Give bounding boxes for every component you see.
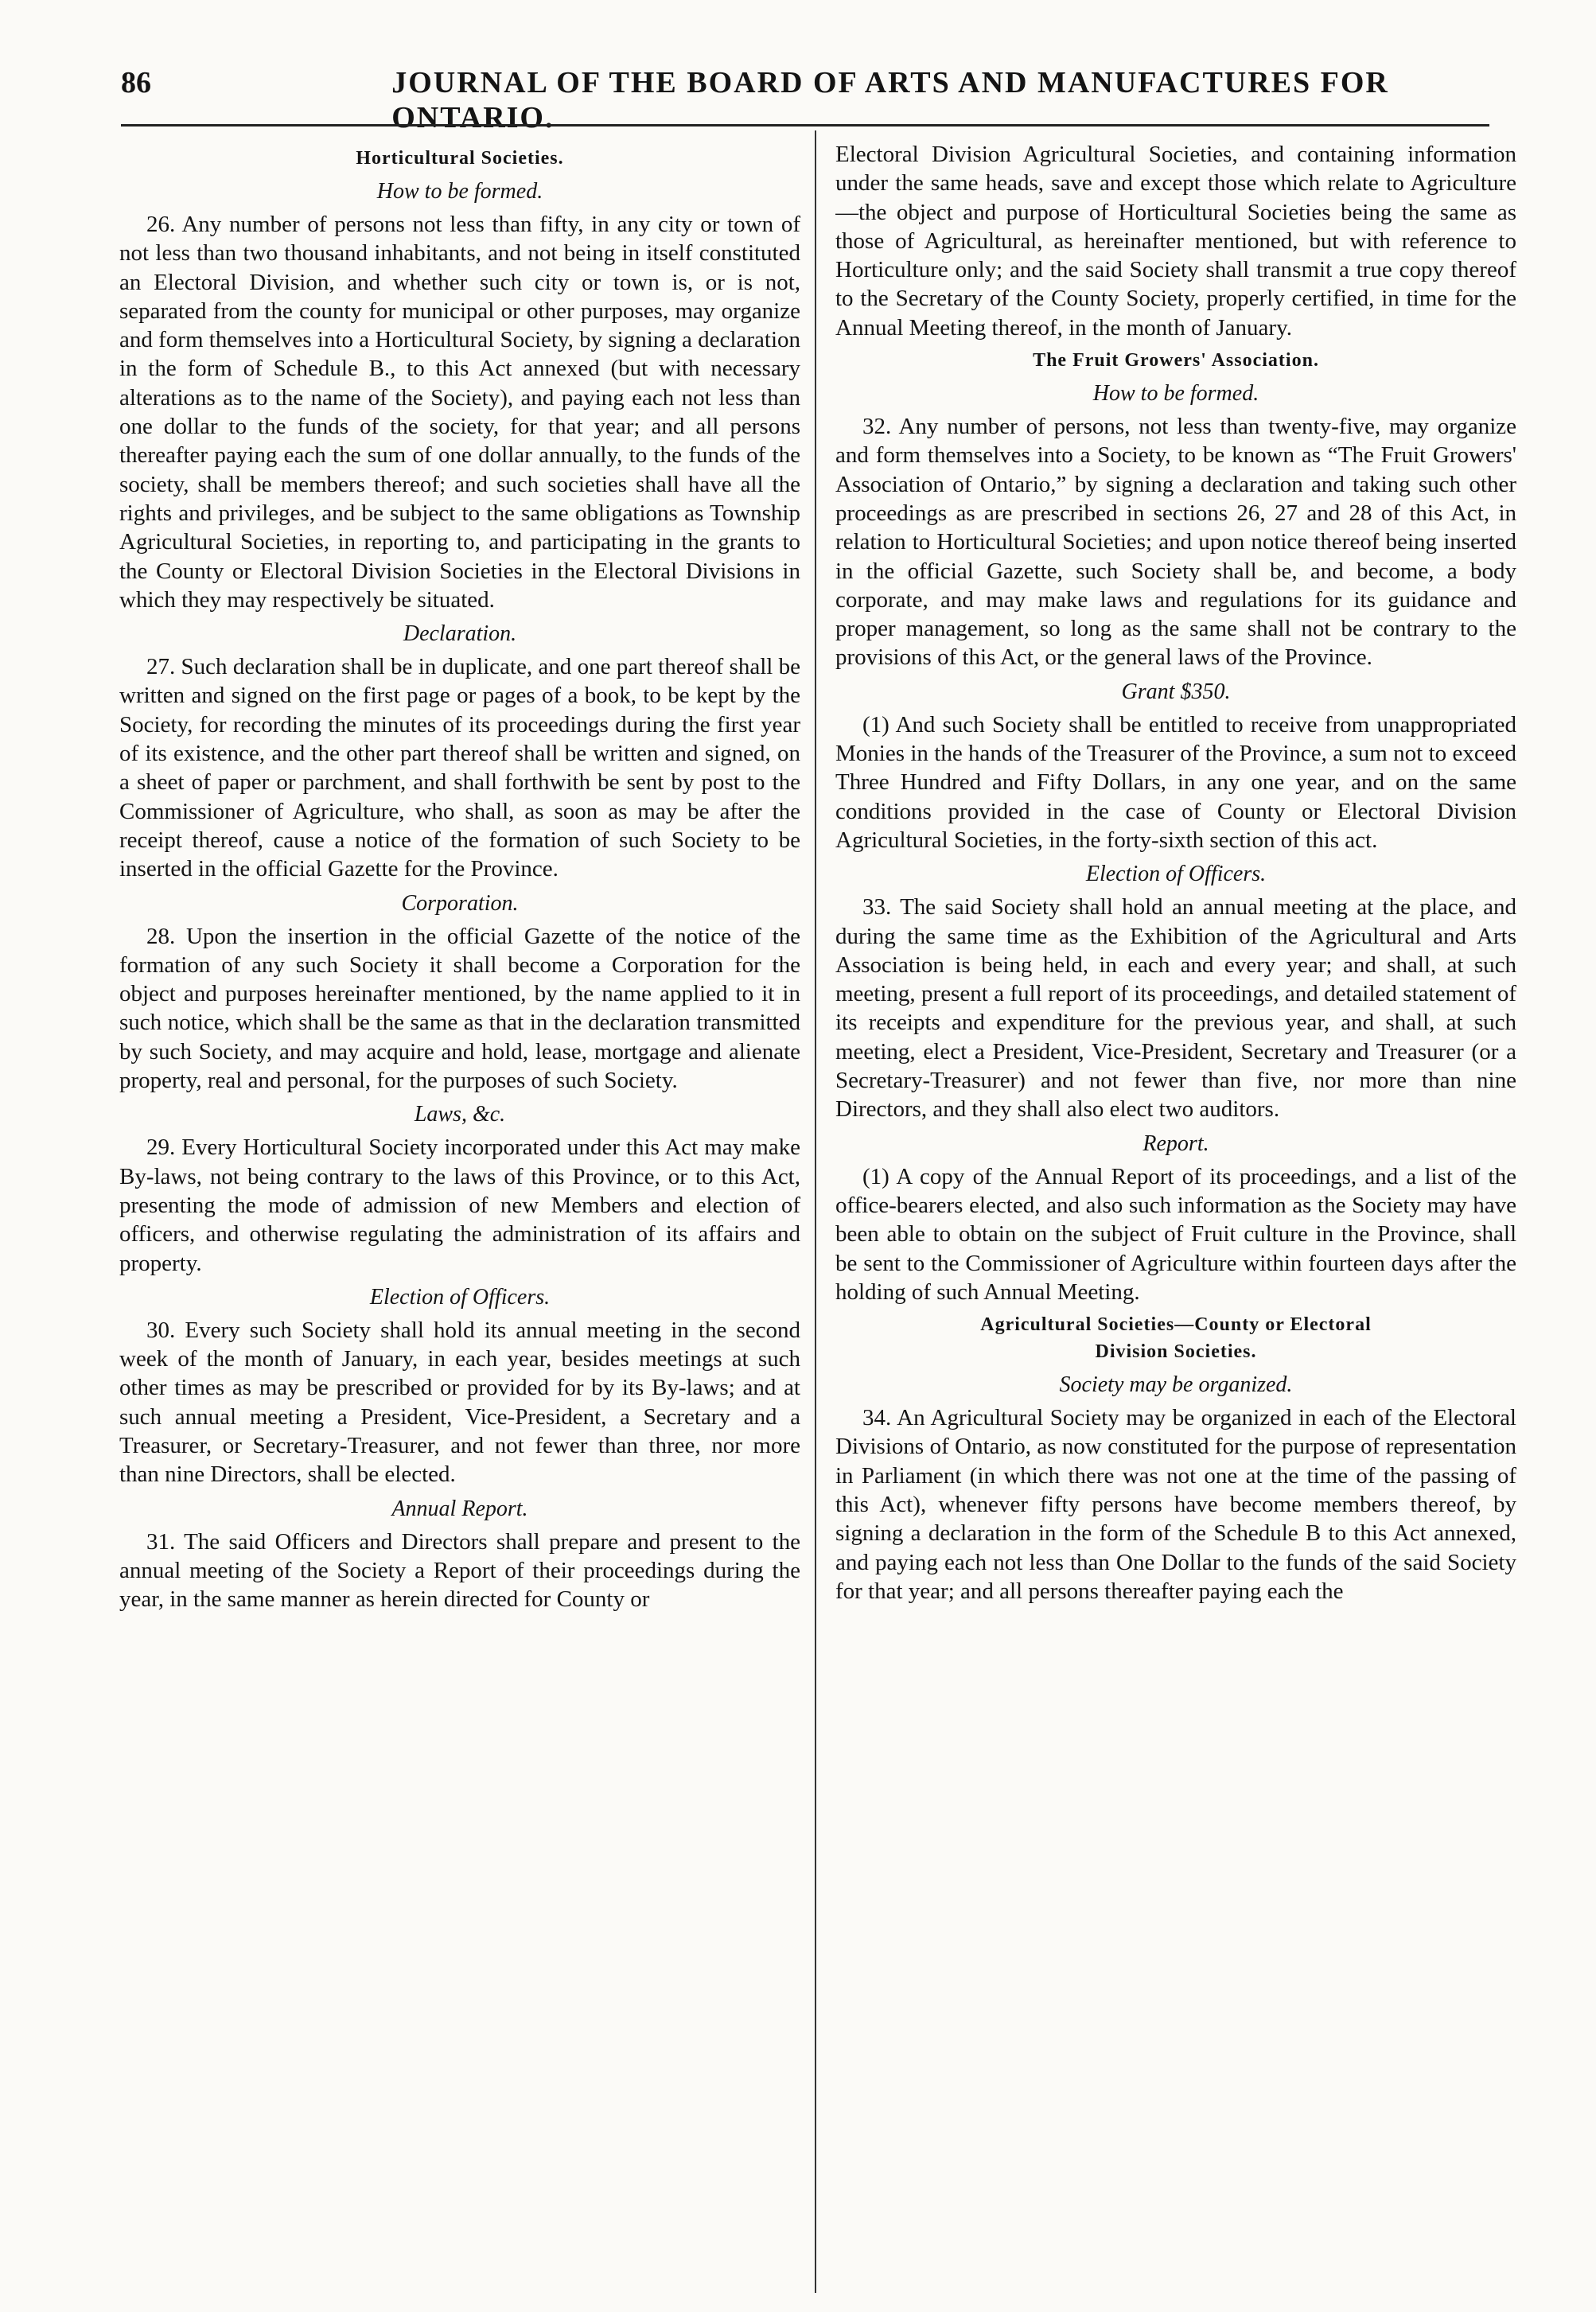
section-heading-horticultural: Horticultural Societies. xyxy=(356,148,564,169)
subheading-grant: Grant $350. xyxy=(1121,679,1231,704)
column-divider xyxy=(815,130,816,2293)
paragraph-27: 27. Such declaration shall be in duplicate, and one part thereof shall be written and signed on the first page or pages of a book, to be kept by the Society, for recording the minutes of its proceedings during the first year of its existence, and the other part thereof shall be written and signed, on a sheet of paper or parchment, and shall forthwith be sent by post to the Commissioner of Agriculture, who shall, as soon as may be after the receipt thereof, cause a notice of the formation of such Society to be inserted in the official Gazette for the Province. xyxy=(119,654,800,882)
paragraph-28: 28. Upon the insertion in the official Gazette of the notice of the formation of any such Society it shall become a Corporation for the object and purposes hereinafter mentioned, by the name applied to it in such notice, which shall be the same as that in the declaration transmitted by such Society, and may acquire and hold, lease, mortgage and alienate property, real and personal, for the purposes of such Society. xyxy=(119,923,800,1094)
header-rule xyxy=(121,124,1489,126)
running-title: JOURNAL OF THE BOARD OF ARTS AND MANUFACTURES FOR ONTARIO. xyxy=(391,66,1389,134)
paragraph-33-1: (1) A copy of the Annual Report of its proceedings, and a list of the office-bearers elected, and also such information as the Society may have been able to obtain on the subject of Fruit culture in the Province, shall be sent to the Commissioner of Agriculture within fourteen days after the holding of such Annual Meeting. xyxy=(835,1163,1516,1305)
paragraph-26: 26. Any number of persons not less than fifty, in any city or town of not less than two thousand inhabitants, and not being in itself constituted an Electoral Division, and whether such city or town is, or is not, separated from the county for municipal or other purposes, may organize and form themselves into a Horticultural Society, by signing a declaration in the form of Schedule B., to this Act annexed (but with necessary alterations as to the name of the Society), and paying each not less than one dollar to the funds of the society, for that year; and all persons thereafter paying each the sum of one dollar annually, to the funds of the society, shall be members thereof; and such societies shall have all the rights and privileges, and be subject to the same obligations as Township Agricultural Societies, in reporting to, and participating in the grants to the County or Electoral Division Societies in the Electoral Divisions in which they may respectively be situated. xyxy=(119,212,800,613)
page-header xyxy=(121,65,1489,134)
left-column xyxy=(119,140,800,2301)
paragraph-31-continued: Electoral Division Agricultural Societies, and containing information under the same heads, save and except those which relate to Agriculture—the object and purpose of Horticultural Societies being the same as those of Agricultural, as hereinafter mentioned, but with reference to Horticulture only; and the said Society shall transmit a true copy thereof to the Secretary of the County Society, properly certified, in time for the Annual Meeting thereof, in the month of January. xyxy=(835,142,1516,341)
paragraph-30: 30. Every such Society shall hold its annual meeting in the second week of the month of January, in each year, besides meetings at such other times as may be prescribed or provided for by its By-laws; and at such annual meeting a President, Vice-President, a Secretary and a Treasurer, or Secretary-Treasurer, and not fewer than three, nor more than nine Directors, shall be elected. xyxy=(119,1317,800,1488)
subheading-annual-report: Annual Report. xyxy=(391,1496,528,1521)
paragraph-32: 32. Any number of persons, not less than twenty-five, may organize and form themselves into a Society, to be known as “The Fruit Growers' Association of Ontario,” by signing a declaration and taking such other proceedings as are prescribed in sections 26, 27 and 28 of this Act, in relation to Horticultural Societies; and upon notice thereof being inserted in the official Gazette, such Society shall be, and become, a body corporate, and may make laws and regulations for its guidance and proper management, so long as the same shall not be contrary to the provisions of this Act, or the general laws of the Province. xyxy=(835,414,1516,671)
subheading-election-of-officers: Election of Officers. xyxy=(369,1284,551,1310)
page-number: 86 xyxy=(121,66,151,99)
subheading-corporation: Corporation. xyxy=(401,890,519,916)
subheading-declaration: Declaration. xyxy=(403,621,517,647)
paragraph-31: 31. The said Officers and Directors shall prepare and present to the annual meeting of the Society a Report of their proceedings during the year, in the same manner as herein directed for County or xyxy=(119,1528,800,1613)
subheading-may-be-organized: Society may be organized. xyxy=(1059,1372,1293,1398)
subheading-how-formed: How to be formed. xyxy=(1092,381,1259,407)
right-column xyxy=(835,140,1516,2301)
section-heading-fruit-growers: The Fruit Growers' Association. xyxy=(1033,350,1319,372)
paragraph-33: 33. The said Society shall hold an annual meeting at the place, and during the same time as the Exhibition of the Agricultural and Arts Association is being held, in each and every year; and shall, at such meeting, present a full report of its proceedings, and detailed statement of its receipts and expenditure for the previous year, and shall, at such meeting, elect a President, Vice-President, Secretary and Treasurer (or a Secretary-Treasurer) and not fewer than five, nor more than nine Directors, and they shall also elect two auditors. xyxy=(835,894,1516,1123)
subheading-election-of-officers: Election of Officers. xyxy=(1085,862,1267,887)
paragraph-32-1: (1) And such Society shall be entitled to receive from unappropriated Monies in the hands of the Treasurer of the Province, a sum not to exceed Three Hundred and Fifty Dollars, in any one year, and on the same conditions provided in the case of County or Electoral Division Agricultural Societies, in the forty-sixth section of this act. xyxy=(835,711,1516,853)
subheading-report: Report. xyxy=(1143,1131,1209,1156)
subheading-how-formed: How to be formed. xyxy=(376,179,543,204)
paragraph-29: 29. Every Horticultural Society incorporated under this Act may make By-laws, not being contrary to the laws of this Province, or to this Act, presenting the mode of admission of new Members and election of officers, and otherwise regulating the administration of its affairs and property. xyxy=(119,1135,800,1276)
paragraph-34: 34. An Agricultural Society may be organized in each of the Electoral Divisions of Ontario, as now constituted for the purpose of representation in Parliament (in which there was not one at the time of the passing of this Act), whenever fifty persons have become members thereof, by signing a declaration in the form of the Schedule B to this Act annexed, and paying each not less than One Dollar to the funds of the said Society for that year; and all persons thereafter paying each the xyxy=(835,1405,1516,1604)
subheading-laws: Laws, &c. xyxy=(414,1102,506,1127)
section-heading-agricultural-line-1: Agricultural Societies—County or Electoral xyxy=(980,1314,1372,1336)
section-heading-agricultural-line-2: Division Societies. xyxy=(1095,1341,1257,1363)
